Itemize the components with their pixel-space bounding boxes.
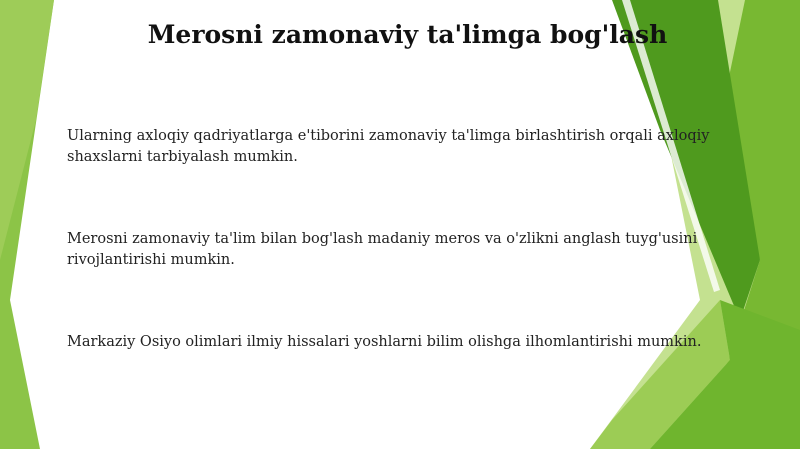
paragraph-1: Ularning axloqiy qadriyatlarga e'tiborini zamonaviy ta'limga birlashtirish orqali axloqiy shaxslarni tarbiyalash mumkin. [67, 128, 710, 165]
paragraph-2: Merosni zamonaviy ta'lim bilan bog'lash madaniy meros va o'zlikni anglash tuyg'usini rivojlantirishi mumkin. [67, 231, 698, 268]
paragraph-3: Markaziy Osiyo olimlari ilmiy hissalari yoshlarni bilim olishga ilhomlantirishi mumkin. [67, 334, 702, 350]
slide-title: Merosni zamonaviy ta'limga bog'lash [147, 20, 668, 49]
